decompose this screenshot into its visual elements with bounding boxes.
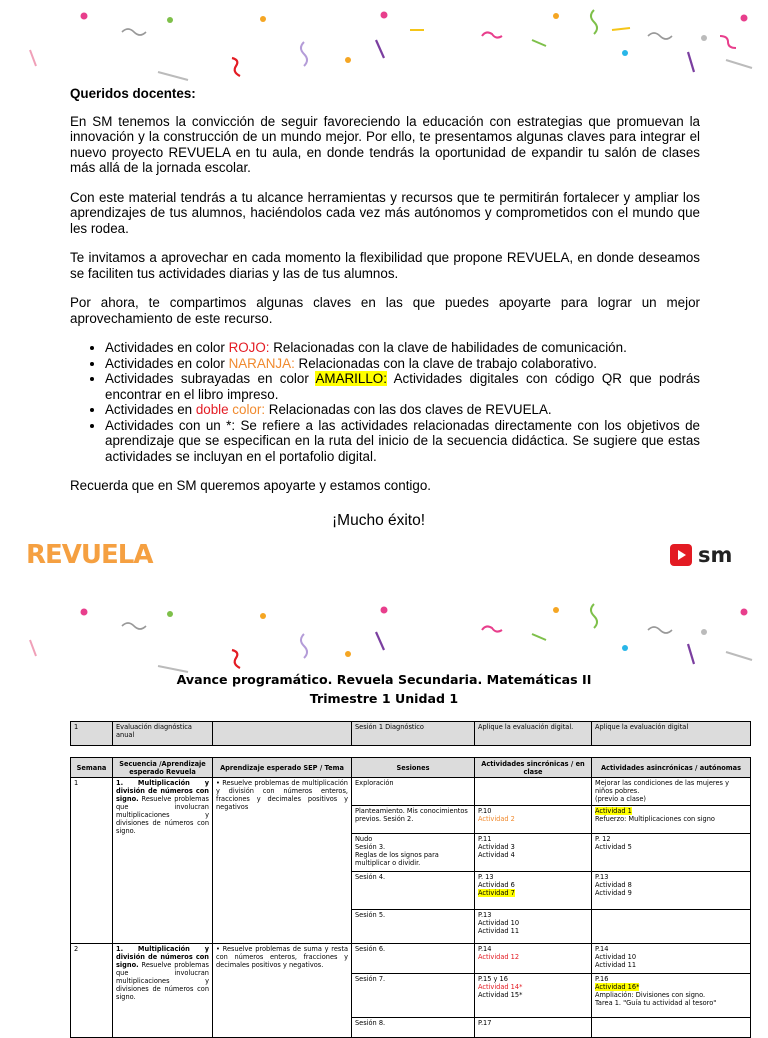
header-semana: Semana <box>71 758 113 778</box>
week1-s1-async: Mejorar las condiciones de las mujeres y niños pobres. (previo a clase) <box>592 778 751 806</box>
key-item-double: • Actividades en doble color: Relacionadas con las dos claves de REVUELA. <box>105 402 700 418</box>
week2-s7-sync: P.15 y 16 Actividad 14* Actividad 15* <box>475 974 592 1018</box>
week2-s7-async: P.16 Actividad 16* Ampliación: Divisiones con signo. Tarea 1. "Guía tu actividad al tesoro" <box>592 974 751 1018</box>
letter-body <box>70 86 700 508</box>
header-aprendizaje: Aprendizaje esperado SEP / Tema <box>213 758 352 778</box>
week1-sequence: 1. Multiplicación y división de números con signo. Resuelve problemas que involucran multiplicaciones y divisiones de números con signo. <box>113 778 213 944</box>
week2-s8-sync: P.17 <box>475 1018 592 1038</box>
week2-s6-async: P.14 Actividad 10 Actividad 11 <box>592 944 751 974</box>
week1-sep: • Resuelve problemas de multiplicación y división con números enteros, fracciones y decimales positivos y negativos <box>213 778 352 944</box>
key-item-red: • Actividades en color ROJO: Relacionadas con la clave de habilidades de comunicación. <box>105 340 700 356</box>
paragraph-3: Te invitamos a aprovechar en cada momento la flexibilidad que propone REVUELA, en donde deseamos se faciliten tus actividades diarias y las de tus alumnos. <box>70 250 700 281</box>
week1-s4-session: Sesión 4. <box>352 872 475 910</box>
week2-s6-session: Sesión 6. <box>352 944 475 974</box>
farewell: ¡Mucho éxito! <box>332 512 426 529</box>
week2-s8-async <box>592 1018 751 1038</box>
header-secuencia: Secuencia /Aprendizaje esperado Revuela <box>113 758 213 778</box>
header-sync: Actividades sincrónicas / en clase <box>475 758 592 778</box>
play-icon <box>670 544 692 566</box>
diag-async: Aplique la evaluación digital <box>592 722 751 746</box>
week1-num: 1 <box>71 778 113 944</box>
sm-logo: sm <box>670 543 732 567</box>
week1-s1-session: Exploración <box>352 778 475 806</box>
week1-s4-async: P.13 Actividad 8 Actividad 9 <box>592 872 751 910</box>
diag-sync: Aplique la evaluación digital. <box>475 722 592 746</box>
keys-list <box>70 340 700 464</box>
diag-num: 1 <box>71 722 113 746</box>
week1-s3-session: Nudo Sesión 3. Reglas de los signos para multiplicar o dividir. <box>352 834 475 872</box>
paragraph-2: Con este material tendrás a tu alcance herramientas y recursos que te permitirán fortalecer y ampliar los aprendizajes de tus alumnos, haciéndolos cada vez más autónomos y comprometidos con el mundo que les rodea. <box>70 189 700 236</box>
week2-num: 2 <box>71 944 113 1038</box>
week2-s7-session: Sesión 7. <box>352 974 475 1018</box>
paragraph-4: Por ahora, te compartimos algunas claves en las que puedes apoyarte para lograr un mejor aprovechamiento de este recurso. <box>70 295 700 326</box>
week2-sequence: 1. Multiplicación y división de números con signo. Resuelve problemas que involucran multiplicaciones y divisiones de números con signo. <box>113 944 213 1038</box>
revuela-logo: REVUELA <box>26 540 153 570</box>
table-row <box>71 778 751 806</box>
confetti-decoration-top <box>0 0 768 85</box>
week1-s4-sync: P. 13 Actividad 6 Actividad 7 <box>475 872 592 910</box>
header-async: Actividades asincrónicas / autónomas <box>592 758 751 778</box>
program-title: Avance programático. Revuela Secundaria. Matemáticas II <box>176 672 592 687</box>
week2-sep: • Resuelve problemas de suma y resta con números enteros, fracciones y decimales positivos y negativos. <box>213 944 352 1038</box>
week1-s5-session: Sesión 5. <box>352 910 475 944</box>
key-item-asterisk: • Actividades con un *: Se refiere a las actividades relacionadas directamente con los objetivos de aprendizaje que se especifican en la ruta del inicio de la secuencia didáctica. Se sugiere que estas actividades se incluyan en el portafolio digital. <box>105 418 700 465</box>
table-row <box>71 944 751 974</box>
diag-empty <box>213 722 352 746</box>
week1-s2-sync: P.10 Actividad 2 <box>475 806 592 834</box>
week1-s3-sync: P.11 Actividad 3 Actividad 4 <box>475 834 592 872</box>
closing-line: Recuerda que en SM queremos apoyarte y estamos contigo. <box>70 478 432 493</box>
program-subtitle: Trimestre 1 Unidad 1 <box>309 691 459 706</box>
week1-s5-sync: P.13 Actividad 10 Actividad 11 <box>475 910 592 944</box>
confetti-decoration-middle <box>0 588 768 673</box>
week2-s8-session: Sesión 8. <box>352 1018 475 1038</box>
diag-label: Evaluación diagnóstica anual <box>113 722 213 746</box>
diag-session: Sesión 1 Diagnóstico <box>352 722 475 746</box>
week1-s2-session: Planteamiento. Mis conocimientos previos. Sesión 2. <box>352 806 475 834</box>
week1-s1-sync <box>475 778 592 806</box>
week1-s3-async: P. 12 Actividad 5 <box>592 834 751 872</box>
diagnostic-table <box>70 721 751 746</box>
key-item-orange: • Actividades en color NARANJA: Relacionadas con la clave de trabajo colaborativo. <box>105 356 700 372</box>
header-sesiones: Sesiones <box>352 758 475 778</box>
week1-s5-async <box>592 910 751 944</box>
program-table <box>70 757 751 1038</box>
week2-s6-sync: P.14 Actividad 12 <box>475 944 592 974</box>
key-item-yellow: • Actividades subrayadas en color AMARILLO: Actividades digitales con código QR que podrás encontrar en el libro impreso. <box>105 371 700 402</box>
week1-s2-async: Actividad 1 Refuerzo: Multiplicaciones con signo <box>592 806 751 834</box>
paragraph-1: En SM tenemos la convicción de seguir favoreciendo la educación con estrategias que promuevan la innovación y la construcción de un mundo mejor. Por ello, te presentamos algunas claves para integrar el nuevo proyecto REVUELA en tu aula, en donde tendrás la oportunidad de expandir tu salón de clases más allá de la jornada escolar. <box>70 113 700 175</box>
greeting: Queridos docentes: <box>70 86 196 101</box>
